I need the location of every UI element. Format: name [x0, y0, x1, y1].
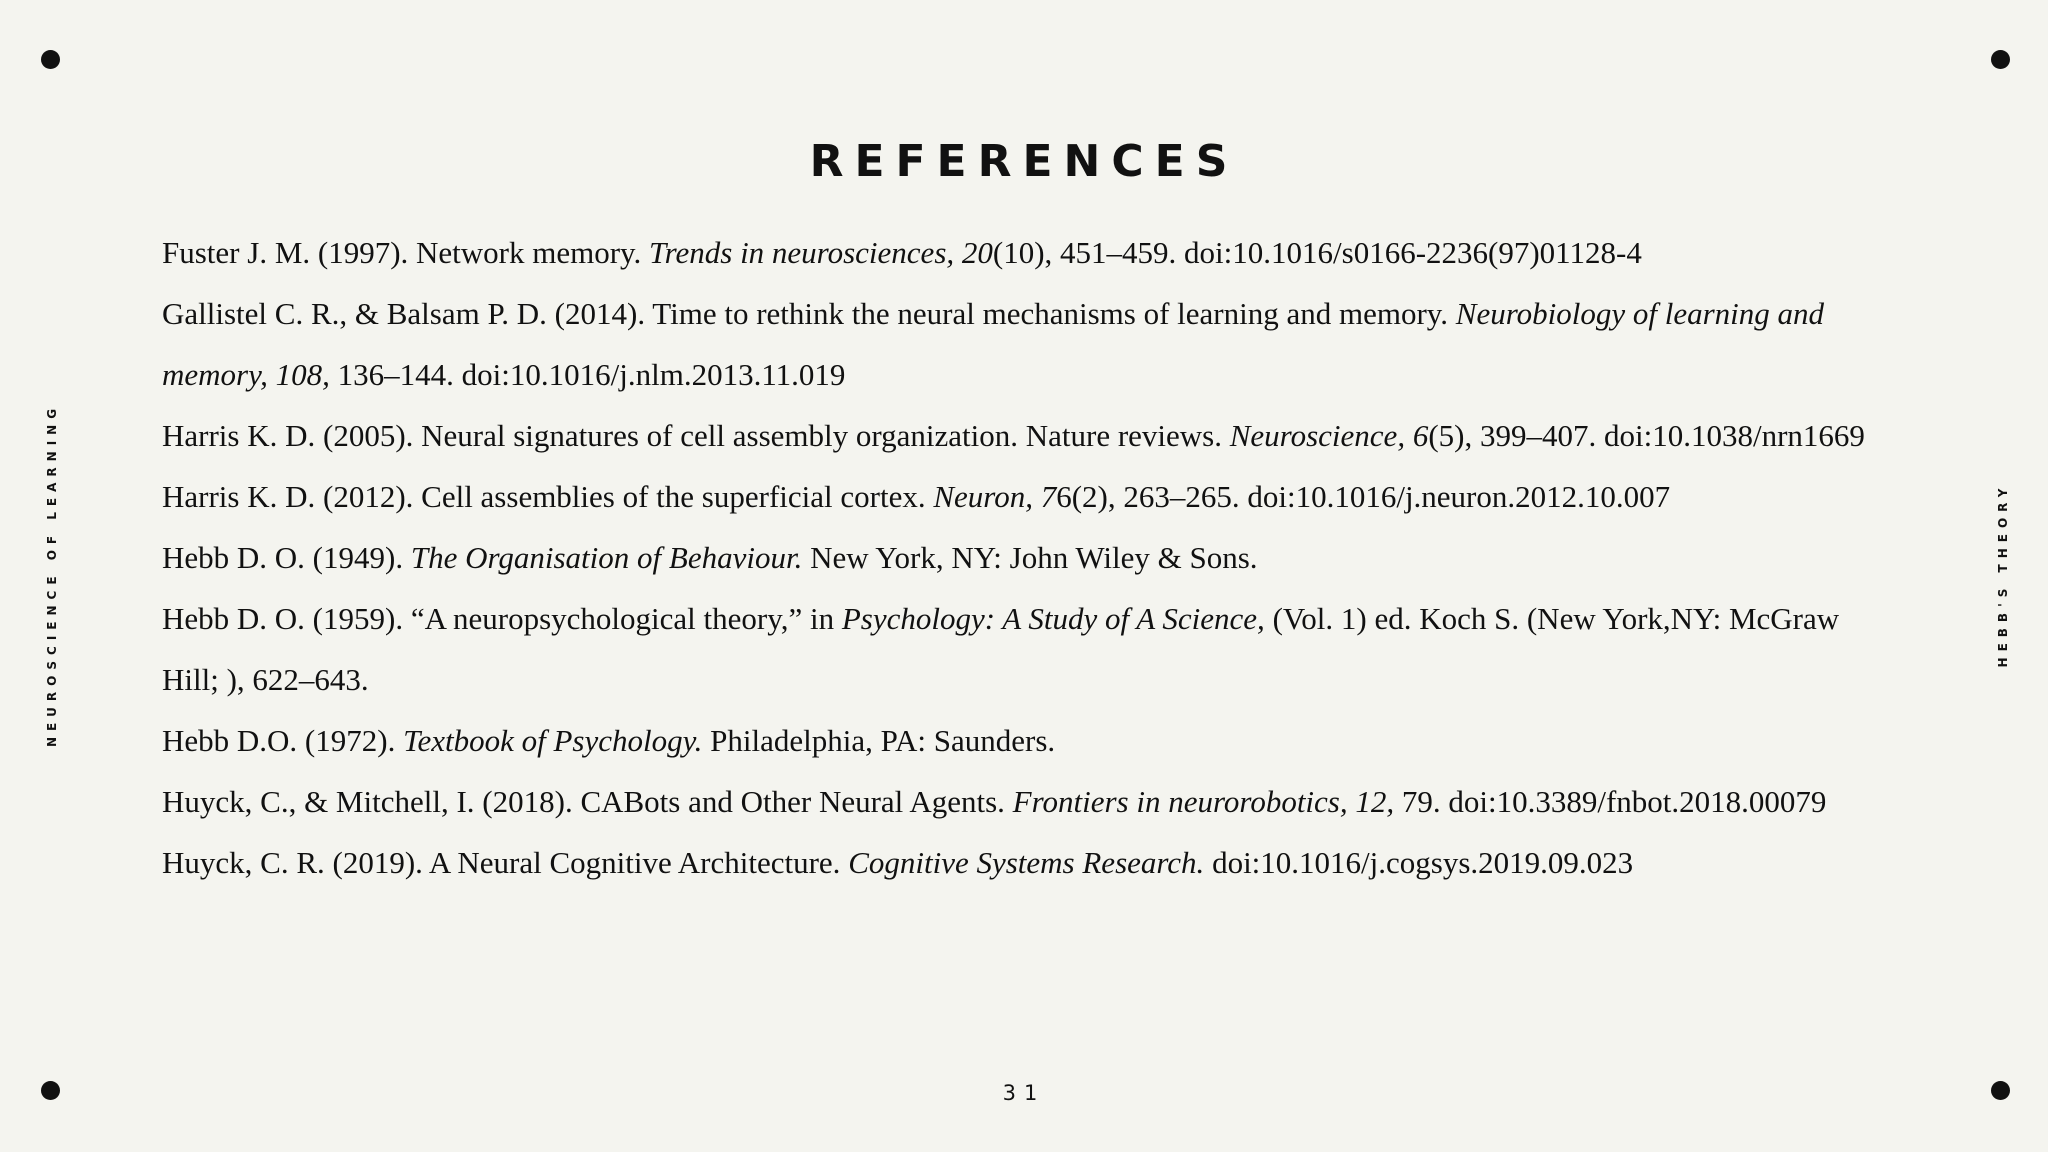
reference-item [162, 588, 1902, 710]
reference-item [162, 771, 1902, 832]
reference-details: (5), 399–407. doi:10.1038/nrn1669 [1428, 418, 1865, 453]
reference-source: Neuron, 7 [933, 479, 1057, 514]
reference-text: Gallistel C. R., & Balsam P. D. (2014). Time to rethink the neural mechanisms of learning and memory. [162, 296, 1456, 331]
reference-item [162, 405, 1902, 466]
reference-source: Frontiers in neurorobotics, 12, [1012, 784, 1395, 819]
reference-text: Huyck, C., & Mitchell, I. (2018). CABots and Other Neural Agents. [162, 784, 1013, 819]
reference-source: Neurobiology of learning and memory, 108, [162, 296, 1825, 392]
reference-source: Textbook of Psychology. [403, 723, 703, 758]
side-label-right: HEBB'S THEORY [1996, 482, 2010, 668]
reference-source: Trends in neurosciences, 20 [649, 235, 993, 270]
side-label-left: NEUROSCIENCE OF LEARNING [45, 402, 59, 748]
reference-source: Cognitive Systems Research. [848, 845, 1205, 880]
reference-item [162, 832, 1902, 893]
reference-item [162, 710, 1902, 771]
reference-text: Huyck, C. R. (2019). A Neural Cognitive Architecture. [162, 845, 849, 880]
reference-details: (10), 451–459. doi:10.1016/s0166-2236(97)01128-4 [992, 235, 1642, 270]
reference-details: 79. doi:10.3389/fnbot.2018.00079 [1394, 784, 1827, 819]
reference-details: 6(2), 263–265. doi:10.1016/j.neuron.2012.10.007 [1056, 479, 1671, 514]
reference-source: Psychology: A Study of A Science, [841, 601, 1265, 636]
page-number: 31 [1002, 1081, 1046, 1105]
reference-item [162, 283, 1902, 405]
reference-item [162, 222, 1902, 283]
reference-details: (Vol. 1) ed. Koch S. (New York,NY: McGraw Hill; ), 622–643. [162, 601, 1840, 697]
reference-source: The Organisation of Behaviour. [410, 540, 803, 575]
page-title: REFERENCES [809, 136, 1239, 187]
reference-item [162, 466, 1902, 527]
reference-source: Neuroscience, 6 [1229, 418, 1429, 453]
corner-dot-top-right [1991, 50, 2010, 69]
reference-list [162, 222, 1902, 893]
reference-text: Hebb D. O. (1959). “A neuropsychological theory,” in [162, 601, 842, 636]
reference-details: 136–144. doi:10.1016/j.nlm.2013.11.019 [329, 357, 846, 392]
reference-text: Harris K. D. (2005). Neural signatures of cell assembly organization. Nature reviews. [162, 418, 1230, 453]
reference-item [162, 527, 1902, 588]
corner-dot-top-left [41, 50, 60, 69]
reference-text: Harris K. D. (2012). Cell assemblies of the superficial cortex. [162, 479, 934, 514]
reference-text: Fuster J. M. (1997). Network memory. [162, 235, 650, 270]
reference-details: New York, NY: John Wiley & Sons. [802, 540, 1258, 575]
reference-details: Philadelphia, PA: Saunders. [702, 723, 1056, 758]
reference-text: Hebb D.O. (1972). [162, 723, 404, 758]
reference-details: doi:10.1016/j.cogsys.2019.09.023 [1204, 845, 1634, 880]
reference-text: Hebb D. O. (1949). [162, 540, 411, 575]
